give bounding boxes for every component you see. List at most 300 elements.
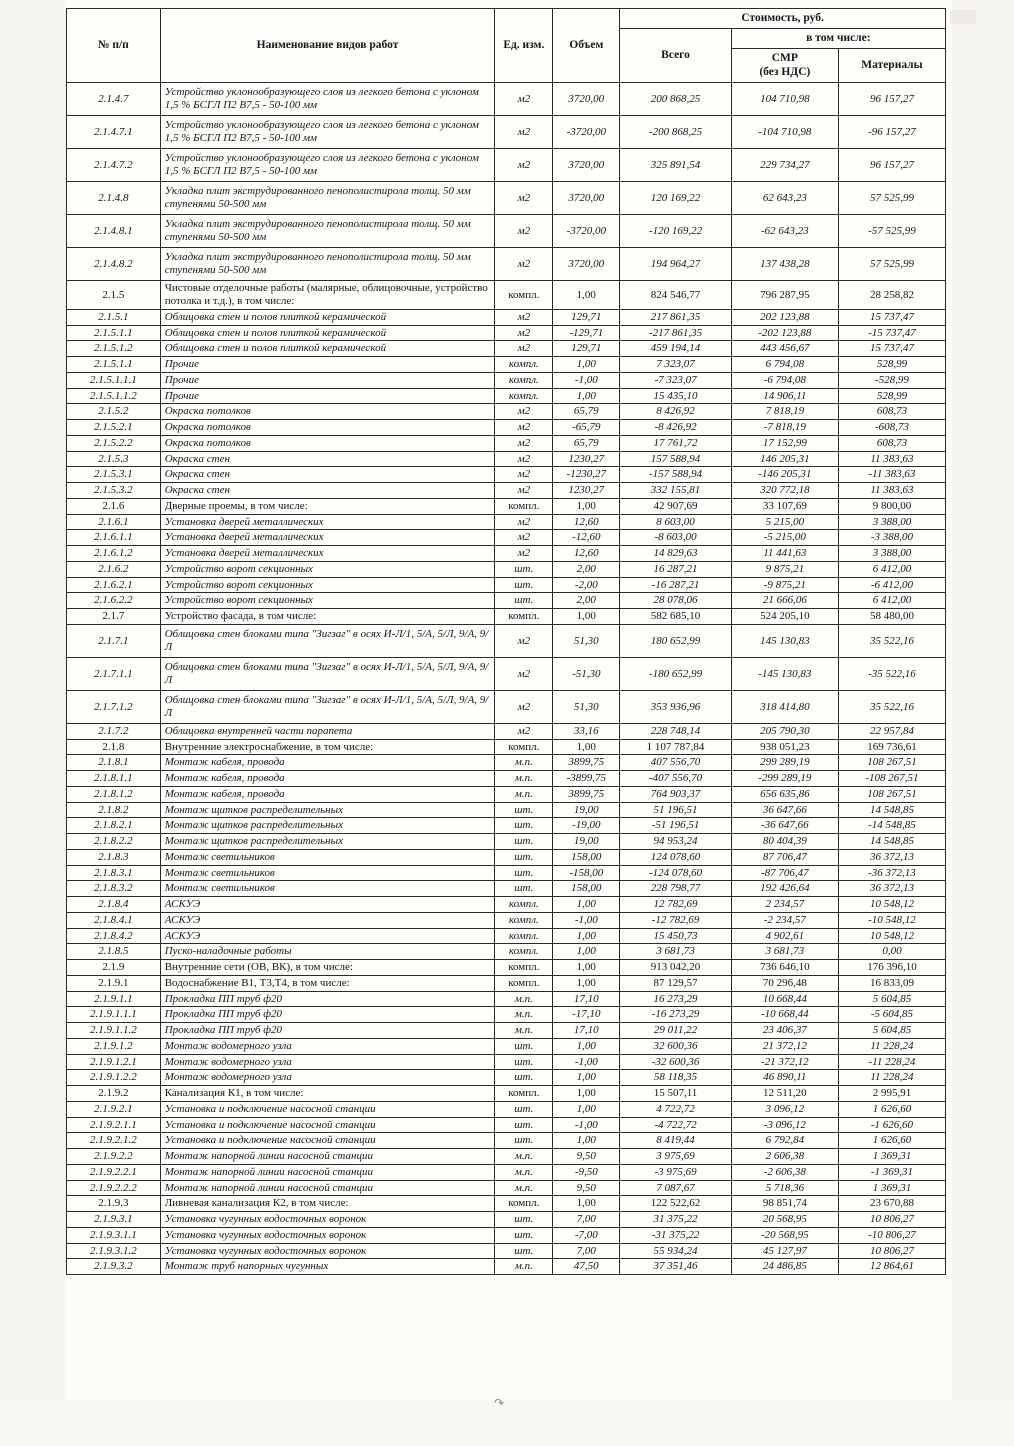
- cell-name: Устройство ворот секционных: [160, 593, 495, 609]
- cell-materials: 3 388,00: [838, 546, 945, 562]
- cell-volume: 65,79: [553, 404, 620, 420]
- table-row: [67, 1054, 946, 1070]
- cell-no: 2.1.9.2.2.1: [67, 1164, 161, 1180]
- cell-materials: 528,99: [838, 357, 945, 373]
- cell-no: 2.1.8.3.1: [67, 865, 161, 881]
- cell-name: Прокладка ПП труб ф20: [160, 991, 495, 1007]
- table-row: [67, 451, 946, 467]
- cell-materials: 6 412,00: [838, 593, 945, 609]
- cell-total: 37 351,46: [620, 1259, 732, 1275]
- cell-volume: 1,00: [553, 960, 620, 976]
- cell-unit: м2: [495, 723, 553, 739]
- cell-no: 2.1.5.1.1.1: [67, 372, 161, 388]
- cell-volume: 158,00: [553, 881, 620, 897]
- table-row: [67, 690, 946, 723]
- scan-artifact: [950, 10, 976, 24]
- header-unit: Ед. изм.: [495, 9, 553, 83]
- cell-volume: -51,30: [553, 657, 620, 690]
- cell-name: Прочие: [160, 357, 495, 373]
- cell-smr: 14 906,11: [731, 388, 838, 404]
- cell-volume: 9,50: [553, 1149, 620, 1165]
- cell-no: 2.1.4.7: [67, 82, 161, 115]
- cell-materials: 57 525,99: [838, 247, 945, 280]
- cell-name: Установка и подключение насосной станции: [160, 1117, 495, 1133]
- cell-materials: -36 372,13: [838, 865, 945, 881]
- cell-smr: 736 646,10: [731, 960, 838, 976]
- cell-unit: шт.: [495, 1212, 553, 1228]
- cell-no: 2.1.6.2.1: [67, 577, 161, 593]
- cell-total: 824 546,77: [620, 280, 732, 309]
- cell-materials: 1 626,60: [838, 1133, 945, 1149]
- cell-volume: 7,00: [553, 1212, 620, 1228]
- cell-smr: 7 818,19: [731, 404, 838, 420]
- cell-materials: 58 480,00: [838, 609, 945, 625]
- cell-unit: шт.: [495, 1038, 553, 1054]
- cell-smr: 11 441,63: [731, 546, 838, 562]
- cell-name: Устройство уклонообразующего слоя из легкого бетона с уклоном 1,5 % БСГЛ П2 В7,5 - 50-100 мм: [160, 115, 495, 148]
- cell-smr: -10 668,44: [731, 1007, 838, 1023]
- table-row: [67, 1038, 946, 1054]
- estimate-table: [66, 8, 946, 1275]
- cell-no: 2.1.9.2.1.2: [67, 1133, 161, 1149]
- cell-materials: 15 737,47: [838, 341, 945, 357]
- cell-volume: 7,00: [553, 1243, 620, 1259]
- cell-name: Монтаж щитков распределительных: [160, 818, 495, 834]
- cell-materials: 35 522,16: [838, 690, 945, 723]
- cell-volume: 1,00: [553, 498, 620, 514]
- cell-no: 2.1.8.4.2: [67, 928, 161, 944]
- cell-volume: 1,00: [553, 944, 620, 960]
- cell-unit: компл.: [495, 1196, 553, 1212]
- cell-materials: 2 995,91: [838, 1086, 945, 1102]
- cell-unit: шт.: [495, 818, 553, 834]
- cell-smr: 137 438,28: [731, 247, 838, 280]
- cell-unit: шт.: [495, 1227, 553, 1243]
- cell-total: 124 078,60: [620, 849, 732, 865]
- cell-total: -31 375,22: [620, 1227, 732, 1243]
- table-row: [67, 657, 946, 690]
- cell-volume: 3899,75: [553, 755, 620, 771]
- cell-smr: 20 568,95: [731, 1212, 838, 1228]
- cell-materials: 6 412,00: [838, 561, 945, 577]
- cell-unit: м2: [495, 690, 553, 723]
- cell-materials: -528,99: [838, 372, 945, 388]
- cell-name: Монтаж водомерного узла: [160, 1038, 495, 1054]
- cell-volume: 3720,00: [553, 148, 620, 181]
- cell-materials: 9 800,00: [838, 498, 945, 514]
- table-row: [67, 514, 946, 530]
- cell-materials: -608,73: [838, 420, 945, 436]
- cell-total: 459 194,14: [620, 341, 732, 357]
- cell-no: 2.1.9.2.2: [67, 1149, 161, 1165]
- cell-total: 94 953,24: [620, 834, 732, 850]
- cell-smr: -87 706,47: [731, 865, 838, 881]
- cell-smr: 5 215,00: [731, 514, 838, 530]
- cell-volume: -65,79: [553, 420, 620, 436]
- cell-total: 228 798,77: [620, 881, 732, 897]
- cell-materials: 36 372,13: [838, 849, 945, 865]
- cell-total: 17 761,72: [620, 435, 732, 451]
- header-materials: Материалы: [838, 49, 945, 82]
- cell-total: -120 169,22: [620, 214, 732, 247]
- cell-volume: 12,60: [553, 546, 620, 562]
- cell-materials: 1 626,60: [838, 1101, 945, 1117]
- cell-name: Монтаж светильников: [160, 865, 495, 881]
- cell-no: 2.1.4.7.1: [67, 115, 161, 148]
- cell-volume: 47,50: [553, 1259, 620, 1275]
- cell-total: 14 829,63: [620, 546, 732, 562]
- cell-no: 2.1.5.1.1: [67, 325, 161, 341]
- cell-total: -217 861,35: [620, 325, 732, 341]
- cell-smr: -5 215,00: [731, 530, 838, 546]
- cell-materials: 108 267,51: [838, 755, 945, 771]
- table-row: [67, 1101, 946, 1117]
- table-row: [67, 181, 946, 214]
- cell-no: 2.1.5.2.1: [67, 420, 161, 436]
- table-row: [67, 1023, 946, 1039]
- cell-materials: 14 548,85: [838, 834, 945, 850]
- cell-total: -407 556,70: [620, 771, 732, 787]
- cell-no: 2.1.9.2.1.1: [67, 1117, 161, 1133]
- table-head: [67, 9, 946, 83]
- cell-no: 2.1.6.2: [67, 561, 161, 577]
- cell-unit: компл.: [495, 372, 553, 388]
- header-smr: [731, 49, 838, 82]
- cell-smr: 2 234,57: [731, 897, 838, 913]
- cell-total: 764 903,37: [620, 786, 732, 802]
- cell-volume: 129,71: [553, 309, 620, 325]
- cell-name: Внутренние сети (ОВ, ВК), в том числе:: [160, 960, 495, 976]
- cell-name: Водоснабжение В1, Т3,Т4, в том числе:: [160, 975, 495, 991]
- cell-smr: 145 130,83: [731, 624, 838, 657]
- cell-materials: 3 388,00: [838, 514, 945, 530]
- cell-name: Облицовка стен и полов плиткой керамической: [160, 309, 495, 325]
- cell-unit: шт.: [495, 561, 553, 577]
- cell-materials: -11 383,63: [838, 467, 945, 483]
- cell-smr: 21 666,06: [731, 593, 838, 609]
- cell-materials: -6 412,00: [838, 577, 945, 593]
- cell-materials: 11 228,24: [838, 1070, 945, 1086]
- cell-no: 2.1.9.1: [67, 975, 161, 991]
- cell-name: Монтаж напорной линии насосной станции: [160, 1164, 495, 1180]
- cell-smr: 3 681,73: [731, 944, 838, 960]
- cell-volume: 65,79: [553, 435, 620, 451]
- cell-unit: компл.: [495, 928, 553, 944]
- cell-name: Ливневая канализация К2, в том числе:: [160, 1196, 495, 1212]
- cell-smr: 229 734,27: [731, 148, 838, 181]
- cell-no: 2.1.8.1.2: [67, 786, 161, 802]
- cell-no: 2.1.5.2: [67, 404, 161, 420]
- cell-materials: 35 522,16: [838, 624, 945, 657]
- cell-smr: -6 794,08: [731, 372, 838, 388]
- cell-name: Монтаж кабеля, провода: [160, 771, 495, 787]
- cell-materials: -57 525,99: [838, 214, 945, 247]
- table-row: [67, 483, 946, 499]
- cell-smr: 24 486,85: [731, 1259, 838, 1275]
- cell-volume: 158,00: [553, 849, 620, 865]
- cell-volume: -3720,00: [553, 115, 620, 148]
- table-row: [67, 786, 946, 802]
- cell-name: Монтаж щитков распределительных: [160, 802, 495, 818]
- cell-unit: м.п.: [495, 1164, 553, 1180]
- cell-smr: 87 706,47: [731, 849, 838, 865]
- cell-materials: -10 806,27: [838, 1227, 945, 1243]
- cell-volume: -1,00: [553, 1117, 620, 1133]
- cell-name: Окраска потолков: [160, 404, 495, 420]
- cell-unit: шт.: [495, 1101, 553, 1117]
- table-row: [67, 1149, 946, 1165]
- table-row: [67, 624, 946, 657]
- page-footer-mark: ↷: [494, 1396, 506, 1410]
- cell-no: 2.1.9.3.1.2: [67, 1243, 161, 1259]
- cell-smr: 104 710,98: [731, 82, 838, 115]
- cell-name: Монтаж кабеля, провода: [160, 755, 495, 771]
- cell-smr: 5 718,36: [731, 1180, 838, 1196]
- cell-materials: 57 525,99: [838, 181, 945, 214]
- table-row: [67, 530, 946, 546]
- cell-smr: -202 123,88: [731, 325, 838, 341]
- table-row: [67, 388, 946, 404]
- cell-total: 1 107 787,84: [620, 739, 732, 755]
- cell-volume: 1,00: [553, 1196, 620, 1212]
- cell-materials: 11 383,63: [838, 483, 945, 499]
- cell-no: 2.1.8.4: [67, 897, 161, 913]
- cell-volume: 1,00: [553, 1086, 620, 1102]
- cell-name: Облицовка стен и полов плиткой керамической: [160, 341, 495, 357]
- cell-no: 2.1.8.1.1: [67, 771, 161, 787]
- table-row: [67, 944, 946, 960]
- cell-total: 15 435,10: [620, 388, 732, 404]
- cell-total: 8 603,00: [620, 514, 732, 530]
- cell-total: -7 323,07: [620, 372, 732, 388]
- cell-unit: компл.: [495, 960, 553, 976]
- cell-name: Устройство фасада, в том числе:: [160, 609, 495, 625]
- cell-name: Пуско-наладочные работы: [160, 944, 495, 960]
- cell-unit: шт.: [495, 1054, 553, 1070]
- cell-no: 2.1.6.1.2: [67, 546, 161, 562]
- cell-smr: 938 051,23: [731, 739, 838, 755]
- cell-no: 2.1.5.3.1: [67, 467, 161, 483]
- cell-total: -180 652,99: [620, 657, 732, 690]
- cell-no: 2.1.9.3.2: [67, 1259, 161, 1275]
- cell-unit: шт.: [495, 849, 553, 865]
- cell-smr: 192 426,64: [731, 881, 838, 897]
- cell-total: 180 652,99: [620, 624, 732, 657]
- cell-no: 2.1.7: [67, 609, 161, 625]
- cell-volume: -1,00: [553, 1054, 620, 1070]
- cell-materials: 96 157,27: [838, 82, 945, 115]
- cell-materials: 22 957,84: [838, 723, 945, 739]
- cell-total: -51 196,51: [620, 818, 732, 834]
- cell-name: АСКУЭ: [160, 912, 495, 928]
- cell-total: 913 042,20: [620, 960, 732, 976]
- cell-name: Установка дверей металлических: [160, 546, 495, 562]
- cell-volume: 2,00: [553, 593, 620, 609]
- cell-no: 2.1.4.8: [67, 181, 161, 214]
- cell-smr: 524 205,10: [731, 609, 838, 625]
- cell-total: 353 936,96: [620, 690, 732, 723]
- table-row: [67, 928, 946, 944]
- cell-smr: 205 790,30: [731, 723, 838, 739]
- header-no: № п/п: [67, 9, 161, 83]
- table-row: [67, 247, 946, 280]
- cell-name: Прочие: [160, 388, 495, 404]
- cell-smr: 12 511,20: [731, 1086, 838, 1102]
- table-row: [67, 834, 946, 850]
- cell-volume: 12,60: [553, 514, 620, 530]
- table-row: [67, 1007, 946, 1023]
- cell-materials: -108 267,51: [838, 771, 945, 787]
- cell-smr: 23 406,37: [731, 1023, 838, 1039]
- cell-smr: 202 123,88: [731, 309, 838, 325]
- cell-name: Монтаж светильников: [160, 881, 495, 897]
- cell-total: -8 603,00: [620, 530, 732, 546]
- cell-total: 200 868,25: [620, 82, 732, 115]
- cell-name: Устройство уклонообразующего слоя из легкого бетона с уклоном 1,5 % БСГЛ П2 В7,5 - 50-100 мм: [160, 82, 495, 115]
- cell-name: Укладка плит экструдированного пенополистирола толщ. 50 мм ступенями 50-500 мм: [160, 247, 495, 280]
- cell-total: 12 782,69: [620, 897, 732, 913]
- cell-volume: -3720,00: [553, 214, 620, 247]
- table-row: [67, 865, 946, 881]
- cell-name: Облицовка внутренней части парапета: [160, 723, 495, 739]
- cell-materials: -14 548,85: [838, 818, 945, 834]
- cell-name: Установка и подключение насосной станции: [160, 1133, 495, 1149]
- cell-unit: компл.: [495, 498, 553, 514]
- table-row: [67, 309, 946, 325]
- cell-total: 332 155,81: [620, 483, 732, 499]
- table-row: [67, 975, 946, 991]
- cell-volume: -17,10: [553, 1007, 620, 1023]
- cell-unit: м2: [495, 181, 553, 214]
- cell-materials: 15 737,47: [838, 309, 945, 325]
- cell-name: Окраска стен: [160, 467, 495, 483]
- table-row: [67, 115, 946, 148]
- table-row: [67, 577, 946, 593]
- cell-volume: 51,30: [553, 624, 620, 657]
- cell-no: 2.1.5.3.2: [67, 483, 161, 499]
- cell-unit: компл.: [495, 897, 553, 913]
- cell-smr: -146 205,31: [731, 467, 838, 483]
- cell-unit: компл.: [495, 739, 553, 755]
- cell-no: 2.1.5.1: [67, 309, 161, 325]
- header-total: Всего: [620, 29, 732, 83]
- cell-materials: 528,99: [838, 388, 945, 404]
- cell-smr: 320 772,18: [731, 483, 838, 499]
- cell-name: Укладка плит экструдированного пенополистирола толщ. 50 мм ступенями 50-500 мм: [160, 214, 495, 247]
- cell-unit: м2: [495, 546, 553, 562]
- cell-total: -157 588,94: [620, 467, 732, 483]
- cell-smr: 656 635,86: [731, 786, 838, 802]
- cell-unit: м.п.: [495, 1259, 553, 1275]
- cell-no: 2.1.7.1.1: [67, 657, 161, 690]
- cell-smr: -2 234,57: [731, 912, 838, 928]
- cell-volume: 1,00: [553, 280, 620, 309]
- cell-name: Устройство уклонообразующего слоя из легкого бетона с уклоном 1,5 % БСГЛ П2 В7,5 - 50-100 мм: [160, 148, 495, 181]
- cell-no: 2.1.6.1.1: [67, 530, 161, 546]
- table-row: [67, 214, 946, 247]
- cell-volume: 17,10: [553, 1023, 620, 1039]
- header-including: в том числе:: [731, 29, 945, 49]
- table-row: [67, 818, 946, 834]
- cell-smr: -2 606,38: [731, 1164, 838, 1180]
- cell-smr: -62 643,23: [731, 214, 838, 247]
- table-row: [67, 420, 946, 436]
- cell-no: 2.1.9.2.2.2: [67, 1180, 161, 1196]
- cell-total: 3 975,69: [620, 1149, 732, 1165]
- cell-total: 157 588,94: [620, 451, 732, 467]
- cell-volume: 1,00: [553, 897, 620, 913]
- header-volume: Объем: [553, 9, 620, 83]
- page-left-margin: [0, 0, 66, 1446]
- estimate-table-wrapper: [66, 8, 946, 1275]
- cell-no: 2.1.8.3: [67, 849, 161, 865]
- cell-volume: 3899,75: [553, 786, 620, 802]
- cell-no: 2.1.9.1.2: [67, 1038, 161, 1054]
- cell-unit: м.п.: [495, 1023, 553, 1039]
- cell-volume: 3720,00: [553, 181, 620, 214]
- cell-name: Прокладка ПП труб ф20: [160, 1007, 495, 1023]
- table-row: [67, 1227, 946, 1243]
- table-row: [67, 593, 946, 609]
- cell-total: 42 907,69: [620, 498, 732, 514]
- cell-total: 3 681,73: [620, 944, 732, 960]
- table-row: [67, 82, 946, 115]
- page-bottom-margin: [0, 1400, 1014, 1446]
- cell-smr: 98 851,74: [731, 1196, 838, 1212]
- cell-total: -8 426,92: [620, 420, 732, 436]
- cell-unit: м2: [495, 115, 553, 148]
- cell-total: 325 891,54: [620, 148, 732, 181]
- cell-no: 2.1.9.3: [67, 1196, 161, 1212]
- cell-unit: м2: [495, 657, 553, 690]
- table-row: [67, 755, 946, 771]
- header-smr-line1: СМР: [771, 52, 798, 65]
- table-row: [67, 561, 946, 577]
- cell-smr: -299 289,19: [731, 771, 838, 787]
- cell-volume: 1,00: [553, 928, 620, 944]
- cell-materials: 0,00: [838, 944, 945, 960]
- cell-materials: 1 369,31: [838, 1149, 945, 1165]
- cell-volume: 19,00: [553, 834, 620, 850]
- cell-smr: -145 130,83: [731, 657, 838, 690]
- table-row: [67, 881, 946, 897]
- cell-unit: м2: [495, 514, 553, 530]
- cell-total: 228 748,14: [620, 723, 732, 739]
- cell-unit: м2: [495, 247, 553, 280]
- cell-total: 16 287,21: [620, 561, 732, 577]
- cell-materials: 12 864,61: [838, 1259, 945, 1275]
- cell-smr: 796 287,95: [731, 280, 838, 309]
- cell-total: 8 419,44: [620, 1133, 732, 1149]
- cell-unit: шт.: [495, 1133, 553, 1149]
- cell-unit: компл.: [495, 975, 553, 991]
- cell-total: 120 169,22: [620, 181, 732, 214]
- cell-name: Дверные проемы, в том числе:: [160, 498, 495, 514]
- cell-smr: 3 096,12: [731, 1101, 838, 1117]
- page-right-margin: [952, 0, 1014, 1446]
- table-row: [67, 467, 946, 483]
- cell-no: 2.1.5.1.1: [67, 357, 161, 373]
- cell-name: Устройство ворот секционных: [160, 561, 495, 577]
- cell-smr: -36 647,66: [731, 818, 838, 834]
- cell-unit: м.п.: [495, 786, 553, 802]
- cell-no: 2.1.9.1.2.1: [67, 1054, 161, 1070]
- cell-name: Монтаж водомерного узла: [160, 1070, 495, 1086]
- cell-unit: м.п.: [495, 991, 553, 1007]
- cell-smr: 299 289,19: [731, 755, 838, 771]
- cell-no: 2.1.6.2.2: [67, 593, 161, 609]
- table-row: [67, 960, 946, 976]
